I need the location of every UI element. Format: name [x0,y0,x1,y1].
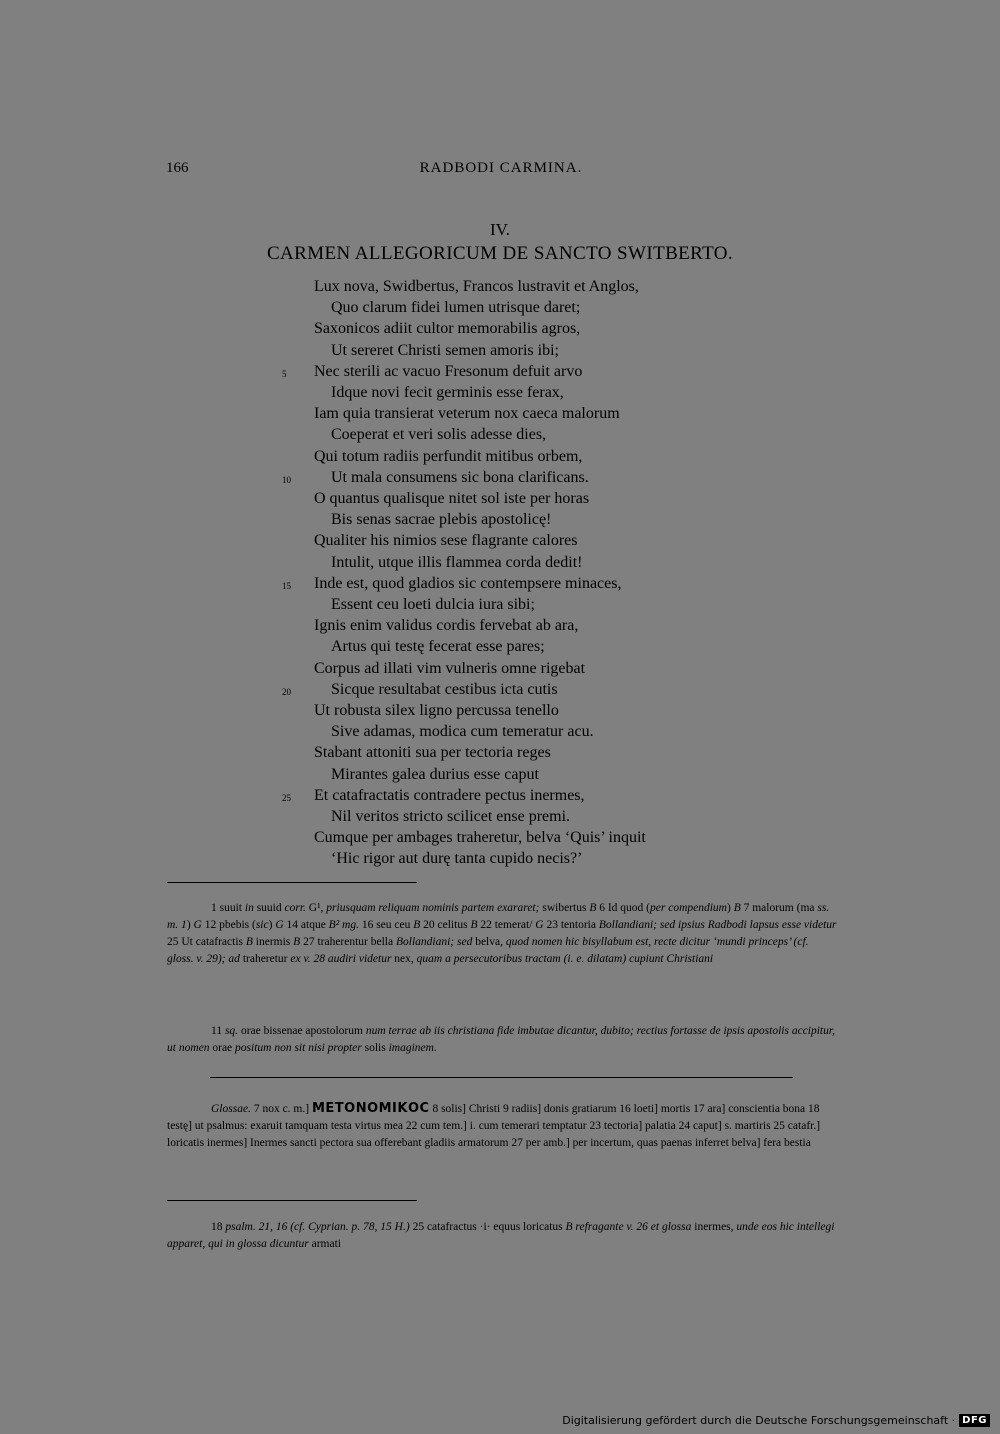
note-segment: 25 Ut catafractis [167,936,246,948]
verse-line: O quantus qualisque nitet sol iste per horas [314,490,590,507]
verse-line: Sive adamas, modica cum temeratur acu. [331,723,594,741]
verse-line: Essent ceu loeti dulcia iura sibi; [331,596,535,613]
note-segment: 7 malorum (ma [740,902,818,914]
note-segment: 23 tentoria [543,919,599,931]
poem-number: IV. [490,220,510,239]
running-title: RADBODI CARMINA. [419,160,583,176]
note-segment: 12 pbebis ( [201,919,256,931]
note-segment: positum non sit nisi propter [235,1042,362,1054]
note-segment: psalm. 21, 16 (cf. Cyprian. p. 78, 15 H.) [225,1221,410,1233]
note-segment: solis [361,1042,389,1054]
note-segment: suuid [253,902,285,914]
note-segment: 27 traherentur bella [300,936,396,948]
note-segment: B [589,902,597,914]
dfg-logo: DFG [959,1414,990,1427]
note-segment: 14 atque [283,919,329,931]
note-segment: 25 catafractus ·i· equus loricatus [409,1221,566,1233]
verse-line: Ut mala consumens sic bona clarificans. [331,468,589,486]
note-segment: B [293,936,301,948]
note-segment: 7 nox c. m.] [250,1103,312,1115]
verse-line: Ignis enim validus cordis fervebat ab ara, [314,617,579,635]
note-segment: G [535,919,544,931]
note-segment: B [413,919,421,931]
footer-text: Digitalisierung gefördert durch die Deutsche Forschungsgemeinschaft · [562,1414,956,1427]
note-segment: 18 [211,1221,226,1233]
note-segment: orae bissenae apostolorum [238,1025,366,1037]
verse-line: Et catafractatis contradere pectus inermes, [314,786,585,804]
running-head [166,160,836,182]
line-number: 20 [282,686,291,697]
verse-line: Qualiter his nimios sese flagrante calores [314,532,578,550]
note-segment: B [245,936,253,948]
note-segment: B² mg. [328,919,359,931]
note-segment: ss. m. 1 [167,902,830,931]
note-segment: B [733,902,741,914]
note-segment: ) [186,919,194,931]
note-segment: priusquam reliquam nominis partem exararet; [326,902,540,914]
note-segment: sq. [224,1025,239,1037]
note-segment: inermes, [691,1221,737,1233]
note-segment: ) [726,902,734,914]
note-segment: 11 [211,1025,225,1037]
verse-line: Nec sterili ac vacuo Fresonum defuit arvo [314,362,583,380]
note-segment: per compendium [650,902,727,914]
verse-line: Qui totum radiis perfundit mitibus orbem, [314,447,583,465]
verse-line: Idque novi fecit germinis esse ferax, [331,384,564,401]
line-number: 5 [282,368,287,379]
page-number: 166 [166,160,189,176]
verse-line: Inde est, quod gladios sic contempsere minaces, [314,574,622,592]
note-segment: in [244,902,254,914]
commentary-note [167,1023,837,1057]
footnote-rule [167,882,417,883]
note-segment: imaginem. [388,1042,437,1054]
verse-line: Ut robusta silex ligno percussa tenello [314,702,559,719]
verse-line: ‘Hic rigor aut durę tanta cupido necis?’ [331,850,583,868]
glosses [167,1100,837,1152]
sources-rule [167,1200,417,1201]
note-segment: orae [209,1042,236,1054]
digitization-footer [562,1414,990,1427]
verse-line: Ut sereret Christi semen amoris ibi; [331,341,559,359]
note-segment: B refragante v. 26 et glossa [565,1221,692,1233]
critical-apparatus [167,900,837,968]
note-segment: G [193,919,202,931]
verse-line: Lux nova, Swidbertus, Francos lustravit et Anglos, [314,278,639,295]
note-segment: 1 suuit [211,902,245,914]
verse-line: Coeperat et veri solis adesse dies, [331,426,547,444]
verse-line: Stabant attoniti sua per tectoria reges [314,744,551,762]
note-segment: corr. [284,902,306,914]
note-segment: 22 temerat/ [477,919,536,931]
note-segment: ΜΕΤΟΝΟΜΙΚΟC [311,1101,430,1116]
verse-line: Corpus ad illati vim vulneris omne rigebat [314,659,586,677]
note-segment: unde eos hic intellegi apparet, qui in glossa dicuntur [167,1221,835,1250]
poem-title: CARMEN ALLEGORICUM DE SANCTO SWITBERTO. [266,243,734,264]
note-segment: Glossae. [211,1103,251,1115]
sources-note [167,1219,837,1253]
line-number: 25 [282,792,291,803]
note-segment: swibertus [539,902,590,914]
verse-line: Bis senas sacrae plebis apostolicę! [331,511,552,529]
note-segment: G¹, [305,902,327,914]
note-segment: sic [255,919,269,931]
note-segment: num terrae ab iis christiana fide imbutae dicantur, dubito; rectius fortasse de ipsis apostolis accipitur, ut nomen [167,1025,835,1054]
verse-line: Intulit, utque illis flammea corda dedit! [331,553,583,571]
verse-line: Nil veritos stricto scilicet ense premi. [331,808,571,825]
note-segment: 20 celitus [420,919,471,931]
note-segment: inermis [252,936,294,948]
note-segment: G [275,919,284,931]
verse-line: Mirantes galea durius esse caput [331,765,539,783]
note-segment: belva, [472,936,506,948]
line-number: 15 [282,580,291,591]
note-segment: Bollandiani; sed [395,936,473,948]
note-segment: armati [308,1238,341,1250]
note-segment: ) [268,919,276,931]
note-segment: traheretur [239,953,291,965]
note-segment: 16 seu ceu [358,919,414,931]
verse-line: Iam quia transierat veterum nox caeca malorum [314,405,620,423]
verse-line: Cumque per ambages traheretur, belva ‘Quis’ inquit [314,829,646,847]
gloss-rule [210,1077,793,1078]
verse-line: Artus qui testę fecerat esse pares; [331,638,545,656]
note-segment: B [470,919,478,931]
note-segment: Bollandiani; sed ipsius Radbodi lapsus esse videtur [598,919,837,931]
note-segment: quod nomen hic bisyllabum est, recte dicitur ‘mundi princeps’ (cf. gloss. v. 29); ad [167,936,809,965]
note-segment: nex, [391,953,417,965]
line-number: 10 [282,474,291,485]
verse-line: Quo clarum fidei lumen utrisque daret; [331,299,581,317]
note-segment: 8 solis] Christi 9 radiis] donis gratiarum 16 loeti] mortis 17 ara] conscientia bona 18 testę] ut psalmus: exaruit tamquam testa virtus mea 22 cum tem.] i. cum temerari temptatur 23 tectoria] palatia 24 caput] s. martiris 25 catafr.] loricatis inermes] Inermes sancti pectora sua offerebant gladiis armatorum 27 per amb.] per incertum, quas paenas inferret belva] fera bestia [167,1103,821,1149]
note-segment: 6 Id quod ( [596,902,651,914]
verse-line: Saxonicos adiit cultor memorabilis agros, [314,320,581,338]
verse-line: Sicque resultabat cestibus icta cutis [331,680,558,698]
note-segment: ex v. 28 audiri videtur [290,953,392,965]
note-segment: quam a persecutoribus tractam (i. e. dilatam) cupiunt Christiani [416,953,714,965]
